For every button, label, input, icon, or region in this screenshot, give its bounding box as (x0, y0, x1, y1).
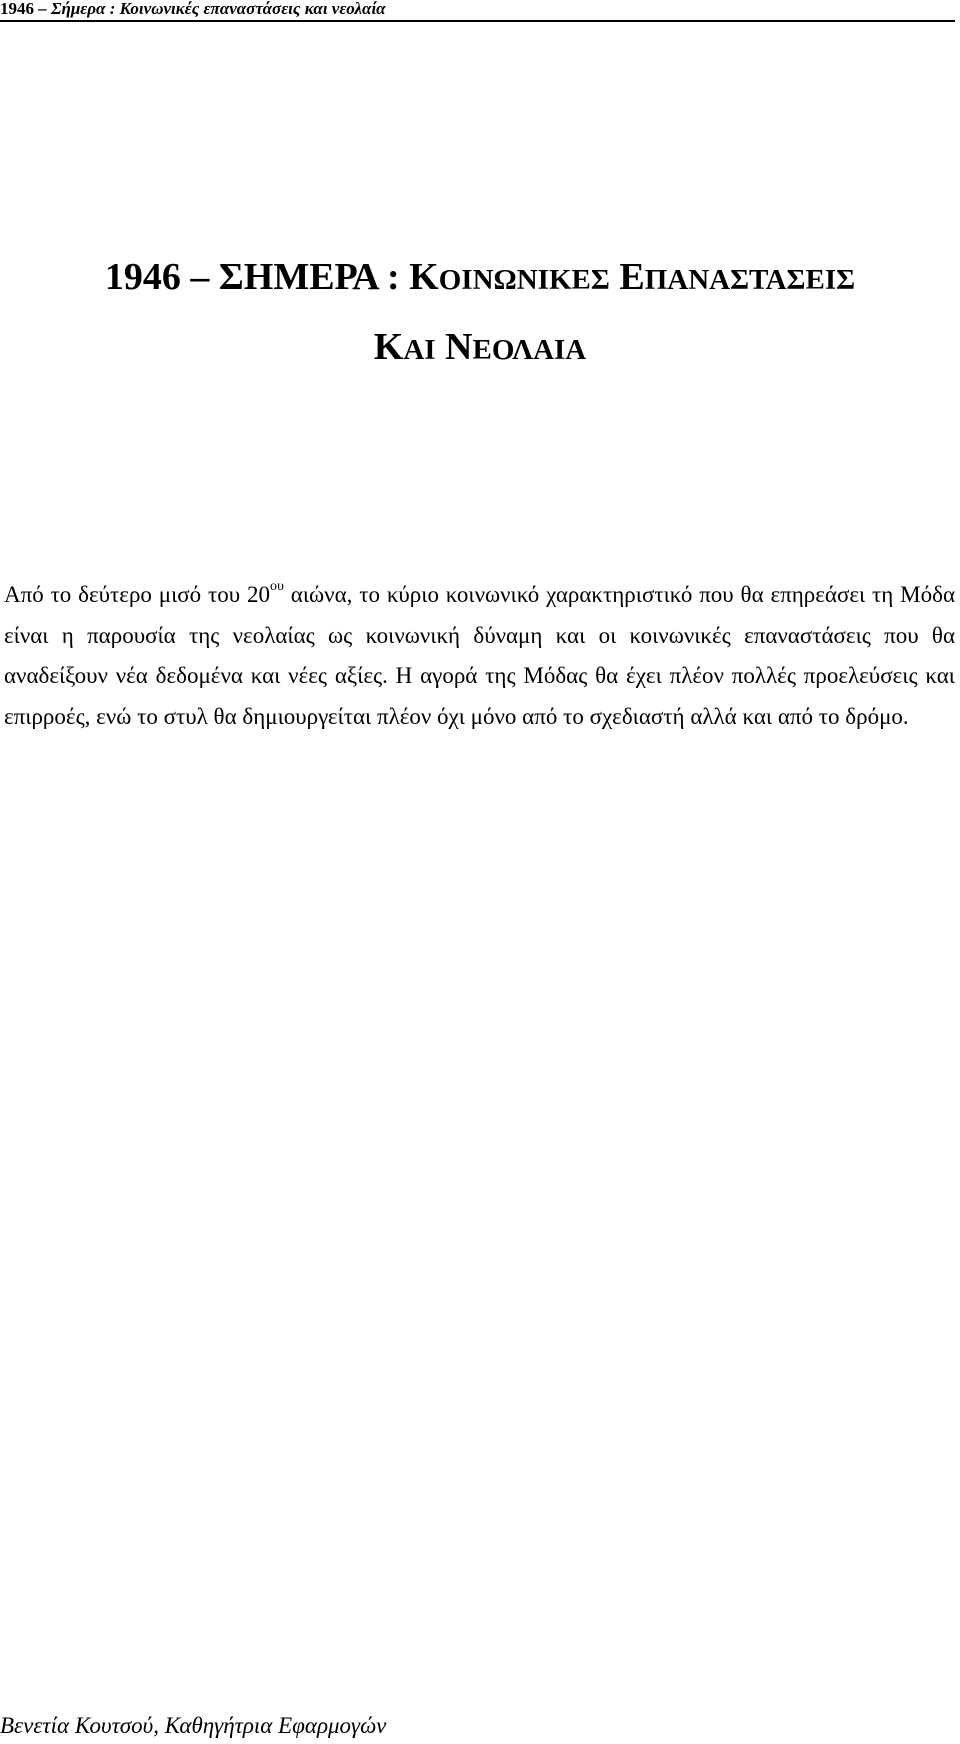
header-subtitle: – Σήμερα : Κοινωνικές επαναστάσεις και νεολαία (34, 0, 386, 18)
title-line-2 (0, 325, 960, 372)
paragraph-rest: αιώνα, το κύριο κοινωνικό χαρακτηριστικό που θα επηρεάσει τη Μόδα είναι η παρουσία της νεολαίας ως κοινωνική δύναμη και οι κοινωνικές επαναστάσεις που θα αναδείξουν νέα δεδομένα και νέες αξίες. Η αγορά της Μόδας θα έχει πλέον πολλές προελεύσεις και επιρροές, ενώ το στυλ θα δημιουργείται πλέον όχι μόνο από το σχεδιαστή αλλά και από το δρόμο. (4, 582, 955, 729)
page-title (0, 255, 960, 372)
title-initial-e: Ε (619, 256, 645, 298)
title-initial-k: Κ (409, 256, 439, 298)
title-prefix: 1946 – ΣΗΜΕΡΑ : (104, 256, 410, 298)
ordinal-superscript: ου (270, 579, 284, 594)
running-header (0, 0, 955, 22)
body-paragraph (4, 575, 955, 737)
title-initial-n: Ν (445, 326, 473, 368)
title-word-koinonikes: ΟΙΝΩΝΙΚΕΣ (438, 264, 610, 296)
title-space (610, 256, 620, 298)
paragraph-start: Από το δεύτερο μισό του 20 (4, 582, 271, 607)
title-word-kai: ΑΙ (403, 334, 436, 366)
title-line-1 (0, 255, 960, 302)
footer-author: Βενετία Κουτσού, Καθηγήτρια Εφαρμογών (0, 1713, 387, 1738)
title-initial-k2: Κ (373, 326, 404, 368)
title-word-epanastaseis: ΠΑΝΑΣΤΑΣΕΙΣ (644, 264, 856, 296)
header-year: 1946 (0, 0, 34, 18)
title-word-neolaia: ΕΟΛΑΙΑ (472, 334, 587, 366)
title-space-2 (436, 326, 446, 368)
